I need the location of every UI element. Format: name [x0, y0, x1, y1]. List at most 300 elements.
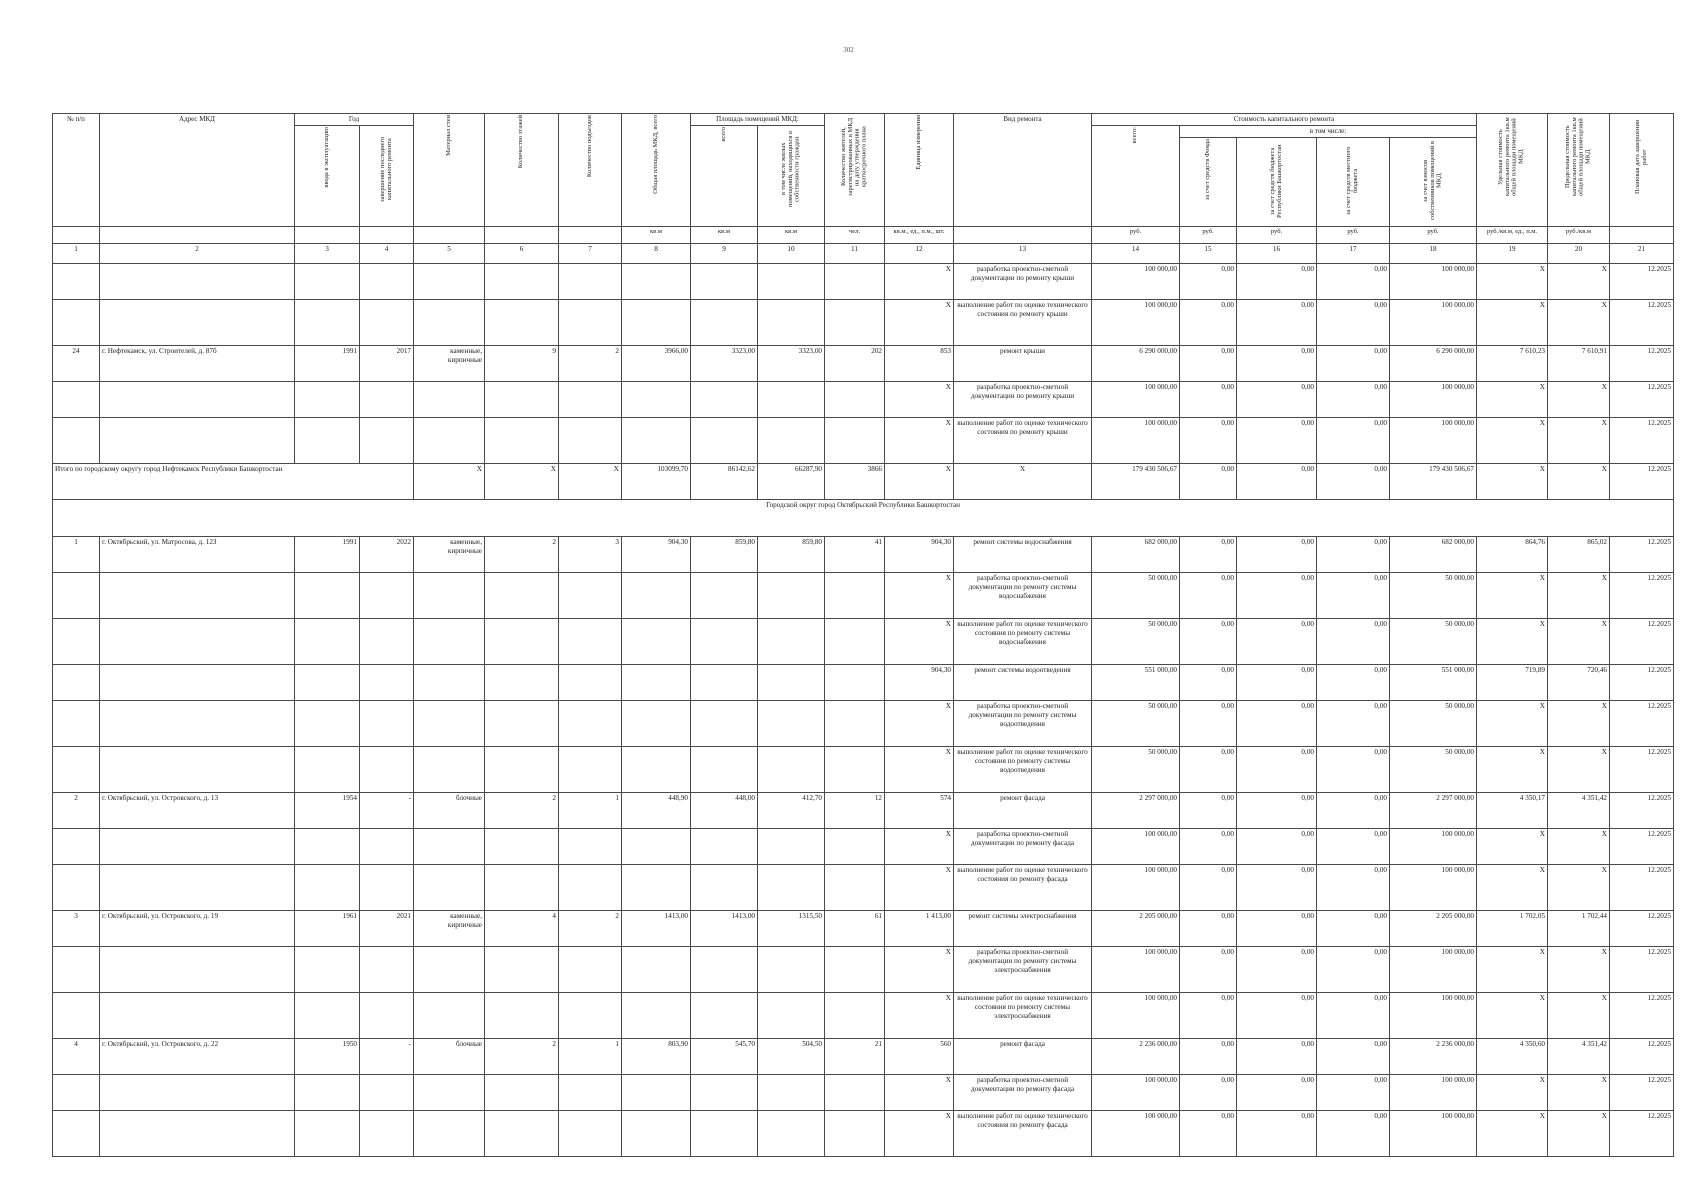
plan-date-cell: 12.2025 — [1610, 793, 1674, 829]
blank-cell — [53, 619, 100, 665]
column-number: 9 — [691, 244, 758, 264]
table-row — [53, 747, 1674, 793]
cost-owners-cell: 100 000,00 — [1390, 1111, 1477, 1157]
total-area-cell: 1413,00 — [622, 911, 691, 947]
cost-republic-cell: 0,00 — [1237, 573, 1317, 619]
cost-fund-cell: 0,00 — [1180, 947, 1237, 993]
blank-cell — [825, 947, 885, 993]
cost-fund-cell: 0,00 — [1180, 701, 1237, 747]
cost-owners-cell: 551 000,00 — [1390, 665, 1477, 701]
cost-republic-cell: 0,00 — [1237, 264, 1317, 300]
repair-type-cell: разработка проектно-сметной документации по ремонту системы электроснабжения — [954, 947, 1092, 993]
repair-type-cell: выполнение работ по оценке технического состояния по ремонту системы водоснабжения — [954, 619, 1092, 665]
table-header — [53, 114, 1674, 264]
blank-cell — [622, 947, 691, 993]
year-last-repair-cell: 2021 — [360, 911, 414, 947]
page-number: 302 — [843, 46, 854, 54]
cost-republic-cell: 0,00 — [1237, 418, 1317, 464]
blank-cell — [100, 865, 295, 911]
blank-cell — [295, 747, 360, 793]
cost-fund-cell: 0,00 — [1180, 573, 1237, 619]
header-year-last-repair: завершение последнего капитального ремонта — [360, 125, 414, 227]
blank-cell — [360, 747, 414, 793]
blank-cell — [825, 300, 885, 346]
cost-republic-cell: 0,00 — [1237, 1039, 1317, 1075]
blank-cell — [485, 619, 559, 665]
cost-owners-cell: 682 000,00 — [1390, 537, 1477, 573]
unit-value-cell: X — [885, 865, 954, 911]
cost-total-cell: 50 000,00 — [1092, 573, 1180, 619]
cost-owners-cell: 50 000,00 — [1390, 573, 1477, 619]
blank-cell — [691, 665, 758, 701]
repair-type-cell: разработка проектно-сметной документации по ремонту системы водоотведения — [954, 701, 1092, 747]
blank-cell — [100, 1075, 295, 1111]
cost-republic-cell: 0,00 — [1237, 701, 1317, 747]
column-number: 4 — [360, 244, 414, 264]
row-number: 3 — [53, 911, 100, 947]
total-area-cell: 904,30 — [622, 537, 691, 573]
limit-cost-cell: 865,02 — [1548, 537, 1610, 573]
cost-fund-cell: 0,00 — [1180, 537, 1237, 573]
plan-date-cell: 12.2025 — [1610, 573, 1674, 619]
blank-cell — [691, 701, 758, 747]
cost-republic-cell: 0,00 — [1237, 947, 1317, 993]
repair-type-cell: выполнение работ по оценке технического состояния по ремонту крыши — [954, 300, 1092, 346]
unit-cell — [954, 227, 1092, 244]
unit-cost-cell: X — [1477, 947, 1548, 993]
blank-cell — [622, 665, 691, 701]
cost-owners-cell: 2 205 000,00 — [1390, 911, 1477, 947]
cost-owners-cell: 100 000,00 — [1390, 418, 1477, 464]
unit-cell — [485, 227, 559, 244]
cost-total-cell: 2 236 000,00 — [1092, 1039, 1180, 1075]
header-area-total: всего — [691, 125, 758, 227]
limit-cost-cell: X — [1548, 619, 1610, 665]
table-row — [53, 619, 1674, 665]
blank-cell — [758, 1111, 825, 1157]
unit-value-cell: 904,30 — [885, 537, 954, 573]
column-number: 1 — [53, 244, 100, 264]
blank-cell — [559, 264, 622, 300]
floors-cell: 2 — [485, 537, 559, 573]
entrances-cell: 1 — [559, 1039, 622, 1075]
blank-cell — [414, 619, 485, 665]
cost-owners-cell: 2 236 000,00 — [1390, 1039, 1477, 1075]
blank-cell — [622, 264, 691, 300]
unit-value-cell: X — [885, 300, 954, 346]
unit-cost-cell: X — [1477, 993, 1548, 1039]
blank-cell — [414, 1111, 485, 1157]
blank-cell — [825, 1075, 885, 1111]
blank-cell — [100, 619, 295, 665]
cost-owners-cell: 100 000,00 — [1390, 829, 1477, 865]
blank-cell — [360, 865, 414, 911]
year-last-repair-cell: 2017 — [360, 346, 414, 382]
area-residential-cell: 504,50 — [758, 1039, 825, 1075]
area-residential-cell: 859,80 — [758, 537, 825, 573]
limit-cost-cell: X — [1548, 747, 1610, 793]
blank-cell — [559, 993, 622, 1039]
row-number: 4 — [53, 1039, 100, 1075]
cost-republic-cell: 0,00 — [1237, 865, 1317, 911]
wall-material-cell: блочные — [414, 793, 485, 829]
table-row — [53, 1039, 1674, 1075]
cost-republic-cell: 0,00 — [1237, 537, 1317, 573]
blank-cell — [758, 993, 825, 1039]
blank-cell — [691, 418, 758, 464]
blank-cell — [485, 1075, 559, 1111]
blank-cell — [758, 619, 825, 665]
blank-cell — [295, 418, 360, 464]
header-plan-date: Плановая дата завершения работ — [1610, 114, 1674, 227]
blank-cell — [100, 747, 295, 793]
blank-cell — [622, 829, 691, 865]
unit-value-cell: X — [885, 1111, 954, 1157]
plan-date-cell: 12.2025 — [1610, 300, 1674, 346]
cost-owners-cell: 6 290 000,00 — [1390, 346, 1477, 382]
cost-fund-cell: 0,00 — [1180, 911, 1237, 947]
total-area-cell: 448,90 — [622, 793, 691, 829]
cost-fund-cell: 0,00 — [1180, 382, 1237, 418]
blank-cell — [295, 300, 360, 346]
blank-cell — [360, 1111, 414, 1157]
cost-local-cell: 0,00 — [1317, 911, 1390, 947]
unit-cost-cell: X — [1477, 747, 1548, 793]
blank-cell — [622, 300, 691, 346]
header-cost-total: всего: — [1092, 125, 1180, 227]
blank-cell — [559, 865, 622, 911]
plan-date-cell: 12.2025 — [1610, 264, 1674, 300]
unit-value-cell: X — [885, 829, 954, 865]
blank-cell — [414, 1075, 485, 1111]
unit-cell: кв.м — [622, 227, 691, 244]
cost-republic-cell: 0,00 — [1237, 793, 1317, 829]
blank-cell — [53, 829, 100, 865]
plan-date-cell: 12.2025 — [1610, 1111, 1674, 1157]
capital-repair-table — [52, 113, 1674, 1157]
limit-cost-cell: X — [1548, 264, 1610, 300]
repair-type-cell: ремонт системы электроснабжения — [954, 911, 1092, 947]
blank-cell — [485, 264, 559, 300]
repair-type-cell: выполнение работ по оценке технического состояния по ремонту фасада — [954, 865, 1092, 911]
column-number: 17 — [1317, 244, 1390, 264]
limit-cost-cell: X — [1548, 464, 1610, 500]
cost-fund-cell: 0,00 — [1180, 793, 1237, 829]
cost-total-cell: 100 000,00 — [1092, 829, 1180, 865]
table-row — [53, 382, 1674, 418]
cost-fund-cell: 0,00 — [1180, 418, 1237, 464]
plan-date-cell: 12.2025 — [1610, 464, 1674, 500]
blank-cell — [622, 747, 691, 793]
floors-cell: 2 — [485, 793, 559, 829]
table-row — [53, 1075, 1674, 1111]
blank-cell — [758, 1075, 825, 1111]
unit-value-cell: 560 — [885, 1039, 954, 1075]
entrances-cell: 1 — [559, 793, 622, 829]
area-residential-cell: 412,70 — [758, 793, 825, 829]
blank-cell — [559, 619, 622, 665]
blank-cell — [100, 418, 295, 464]
cost-local-cell: 0,00 — [1317, 264, 1390, 300]
column-number: 5 — [414, 244, 485, 264]
unit-cell: кв.м — [691, 227, 758, 244]
blank-cell — [485, 993, 559, 1039]
entrances-cell: 2 — [559, 911, 622, 947]
blank-cell — [825, 382, 885, 418]
area-total-cell: 86142,62 — [691, 464, 758, 500]
address-cell: г. Нефтекамск, ул. Строителей, д. 87б — [100, 346, 295, 382]
blank-cell — [360, 300, 414, 346]
header-cost-fund: за счет средств Фонда — [1180, 137, 1237, 227]
header-num: № п/п — [53, 114, 100, 227]
residents-cell: 21 — [825, 1039, 885, 1075]
blank-cell — [485, 865, 559, 911]
cost-republic-cell: 0,00 — [1237, 382, 1317, 418]
cost-republic-cell: 0,00 — [1237, 619, 1317, 665]
blank-cell — [622, 865, 691, 911]
blank-cell — [53, 1075, 100, 1111]
entrances-cell: X — [559, 464, 622, 500]
blank-cell — [295, 264, 360, 300]
column-numbers-row — [53, 244, 1674, 264]
blank-cell — [295, 1111, 360, 1157]
blank-cell — [360, 573, 414, 619]
blank-cell — [414, 947, 485, 993]
cost-owners-cell: 50 000,00 — [1390, 701, 1477, 747]
wall-material-cell: каменные, кирпичные — [414, 537, 485, 573]
blank-cell — [758, 747, 825, 793]
blank-cell — [825, 701, 885, 747]
year-commissioning-cell: 1954 — [295, 793, 360, 829]
unit-cost-cell: 4 350,60 — [1477, 1039, 1548, 1075]
cost-republic-cell: 0,00 — [1237, 911, 1317, 947]
cost-fund-cell: 0,00 — [1180, 1111, 1237, 1157]
unit-cell: кв.м — [758, 227, 825, 244]
blank-cell — [485, 382, 559, 418]
blank-cell — [559, 947, 622, 993]
blank-cell — [691, 1111, 758, 1157]
unit-cell: чел. — [825, 227, 885, 244]
unit-value-cell: X — [885, 993, 954, 1039]
cost-owners-cell: 50 000,00 — [1390, 747, 1477, 793]
header-year-commissioning: ввода в эксплуатацию — [295, 125, 360, 227]
unit-cost-cell: X — [1477, 573, 1548, 619]
cost-republic-cell: 0,00 — [1237, 665, 1317, 701]
cost-local-cell: 0,00 — [1317, 747, 1390, 793]
plan-date-cell: 12.2025 — [1610, 537, 1674, 573]
blank-cell — [485, 701, 559, 747]
cost-republic-cell: 0,00 — [1237, 829, 1317, 865]
cost-owners-cell: 179 430 506,67 — [1390, 464, 1477, 500]
row-number: 1 — [53, 537, 100, 573]
blank-cell — [825, 865, 885, 911]
header-repair-type: Вид ремонта — [954, 114, 1092, 227]
blank-cell — [295, 701, 360, 747]
blank-cell — [825, 993, 885, 1039]
cost-local-cell: 0,00 — [1317, 418, 1390, 464]
blank-cell — [295, 947, 360, 993]
cost-total-cell: 551 000,00 — [1092, 665, 1180, 701]
blank-cell — [691, 382, 758, 418]
unit-cell: руб. — [1317, 227, 1390, 244]
plan-date-cell: 12.2025 — [1610, 1075, 1674, 1111]
column-number: 3 — [295, 244, 360, 264]
cost-republic-cell: 0,00 — [1237, 346, 1317, 382]
limit-cost-cell: 7 610,91 — [1548, 346, 1610, 382]
cost-owners-cell: 100 000,00 — [1390, 1075, 1477, 1111]
blank-cell — [691, 947, 758, 993]
blank-cell — [53, 300, 100, 346]
area-total-cell: 3323,00 — [691, 346, 758, 382]
unit-cost-cell: X — [1477, 464, 1548, 500]
repair-type-cell: выполнение работ по оценке технического состояния по ремонту системы водоотведения — [954, 747, 1092, 793]
cost-fund-cell: 0,00 — [1180, 993, 1237, 1039]
area-residential-cell: 1315,50 — [758, 911, 825, 947]
cost-owners-cell: 100 000,00 — [1390, 993, 1477, 1039]
plan-date-cell: 12.2025 — [1610, 346, 1674, 382]
blank-cell — [758, 573, 825, 619]
total-area-cell: 803,90 — [622, 1039, 691, 1075]
cost-fund-cell: 0,00 — [1180, 1039, 1237, 1075]
cost-republic-cell: 0,00 — [1237, 464, 1317, 500]
table-row — [53, 993, 1674, 1039]
repair-type-cell: X — [954, 464, 1092, 500]
limit-cost-cell: 4 351,42 — [1548, 1039, 1610, 1075]
limit-cost-cell: 1 702,44 — [1548, 911, 1610, 947]
blank-cell — [295, 382, 360, 418]
blank-cell — [825, 264, 885, 300]
plan-date-cell: 12.2025 — [1610, 947, 1674, 993]
unit-cell — [559, 227, 622, 244]
cost-fund-cell: 0,00 — [1180, 665, 1237, 701]
table-body — [53, 264, 1674, 1157]
cost-owners-cell: 100 000,00 — [1390, 300, 1477, 346]
blank-cell — [414, 418, 485, 464]
blank-cell — [758, 300, 825, 346]
header-unit: Единица измерения — [885, 114, 954, 227]
blank-cell — [414, 701, 485, 747]
unit-cost-cell: X — [1477, 865, 1548, 911]
header-area-residential: в том числе жилых помещений, находящихся в собственности граждан — [758, 125, 825, 227]
repair-type-cell: выполнение работ по оценке технического состояния по ремонту фасада — [954, 1111, 1092, 1157]
column-number: 12 — [885, 244, 954, 264]
unit-cell: руб. — [1180, 227, 1237, 244]
blank-cell — [485, 418, 559, 464]
blank-cell — [100, 264, 295, 300]
residents-cell: 12 — [825, 793, 885, 829]
blank-cell — [100, 829, 295, 865]
address-cell: г. Октябрьский, ул. Островского, д. 22 — [100, 1039, 295, 1075]
blank-cell — [758, 264, 825, 300]
column-number: 10 — [758, 244, 825, 264]
cost-local-cell: 0,00 — [1317, 346, 1390, 382]
blank-cell — [414, 264, 485, 300]
unit-value-cell: X — [885, 464, 954, 500]
residents-cell: 3866 — [825, 464, 885, 500]
floors-cell: 4 — [485, 911, 559, 947]
blank-cell — [559, 573, 622, 619]
unit-cost-cell: X — [1477, 829, 1548, 865]
blank-cell — [53, 573, 100, 619]
blank-cell — [414, 300, 485, 346]
unit-value-cell: X — [885, 382, 954, 418]
unit-cell — [1610, 227, 1674, 244]
unit-value-cell: X — [885, 1075, 954, 1111]
table-row — [53, 418, 1674, 464]
unit-value-cell: X — [885, 701, 954, 747]
column-number: 11 — [825, 244, 885, 264]
cost-fund-cell: 0,00 — [1180, 619, 1237, 665]
cost-total-cell: 100 000,00 — [1092, 382, 1180, 418]
cost-owners-cell: 50 000,00 — [1390, 619, 1477, 665]
cost-total-cell: 2 297 000,00 — [1092, 793, 1180, 829]
blank-cell — [758, 829, 825, 865]
unit-cost-cell: X — [1477, 701, 1548, 747]
address-cell: г. Октябрьский, ул. Островского, д. 13 — [100, 793, 295, 829]
blank-cell — [360, 993, 414, 1039]
unit-cost-cell: X — [1477, 382, 1548, 418]
cost-total-cell: 50 000,00 — [1092, 747, 1180, 793]
residents-cell: 41 — [825, 537, 885, 573]
header-limit-cost: Предельная стоимость капитального ремонта 1кв.м общей площади помещений МКД — [1548, 114, 1610, 227]
repair-type-cell: разработка проектно-сметной документации по ремонту крыши — [954, 382, 1092, 418]
floors-cell: 9 — [485, 346, 559, 382]
cost-local-cell: 0,00 — [1317, 701, 1390, 747]
limit-cost-cell: X — [1548, 300, 1610, 346]
total-area-cell: 3966,00 — [622, 346, 691, 382]
blank-cell — [360, 947, 414, 993]
blank-cell — [758, 701, 825, 747]
year-last-repair-cell: 2022 — [360, 537, 414, 573]
column-number: 13 — [954, 244, 1092, 264]
blank-cell — [100, 1111, 295, 1157]
blank-cell — [360, 665, 414, 701]
header-unit-cost: Удельная стоимость капитального ремонта 1кв.м общей площади помещений МКД — [1477, 114, 1548, 227]
header-wall-material: Материал стен — [414, 114, 485, 227]
table-row — [53, 464, 1674, 500]
blank-cell — [360, 619, 414, 665]
unit-cost-cell: X — [1477, 1075, 1548, 1111]
unit-value-cell: X — [885, 264, 954, 300]
unit-cell: руб. — [1092, 227, 1180, 244]
blank-cell — [414, 829, 485, 865]
blank-cell — [100, 573, 295, 619]
unit-cell — [360, 227, 414, 244]
unit-cost-cell: 864,76 — [1477, 537, 1548, 573]
unit-value-cell: X — [885, 418, 954, 464]
blank-cell — [100, 300, 295, 346]
column-number: 15 — [1180, 244, 1237, 264]
unit-cell: кв.м., ед., п.м., шт. — [885, 227, 954, 244]
blank-cell — [414, 747, 485, 793]
blank-cell — [622, 993, 691, 1039]
table-row — [53, 500, 1674, 537]
blank-cell — [295, 619, 360, 665]
residents-cell: 202 — [825, 346, 885, 382]
blank-cell — [485, 747, 559, 793]
plan-date-cell: 12.2025 — [1610, 665, 1674, 701]
blank-cell — [622, 701, 691, 747]
unit-cell — [414, 227, 485, 244]
limit-cost-cell: X — [1548, 865, 1610, 911]
cost-total-cell: 100 000,00 — [1092, 947, 1180, 993]
unit-value-cell: 574 — [885, 793, 954, 829]
year-commissioning-cell: 1991 — [295, 346, 360, 382]
limit-cost-cell: 4 351,42 — [1548, 793, 1610, 829]
header-entrances: Количество подъездов — [559, 114, 622, 227]
header-address: Адрес МКД — [100, 114, 295, 227]
plan-date-cell: 12.2025 — [1610, 1039, 1674, 1075]
